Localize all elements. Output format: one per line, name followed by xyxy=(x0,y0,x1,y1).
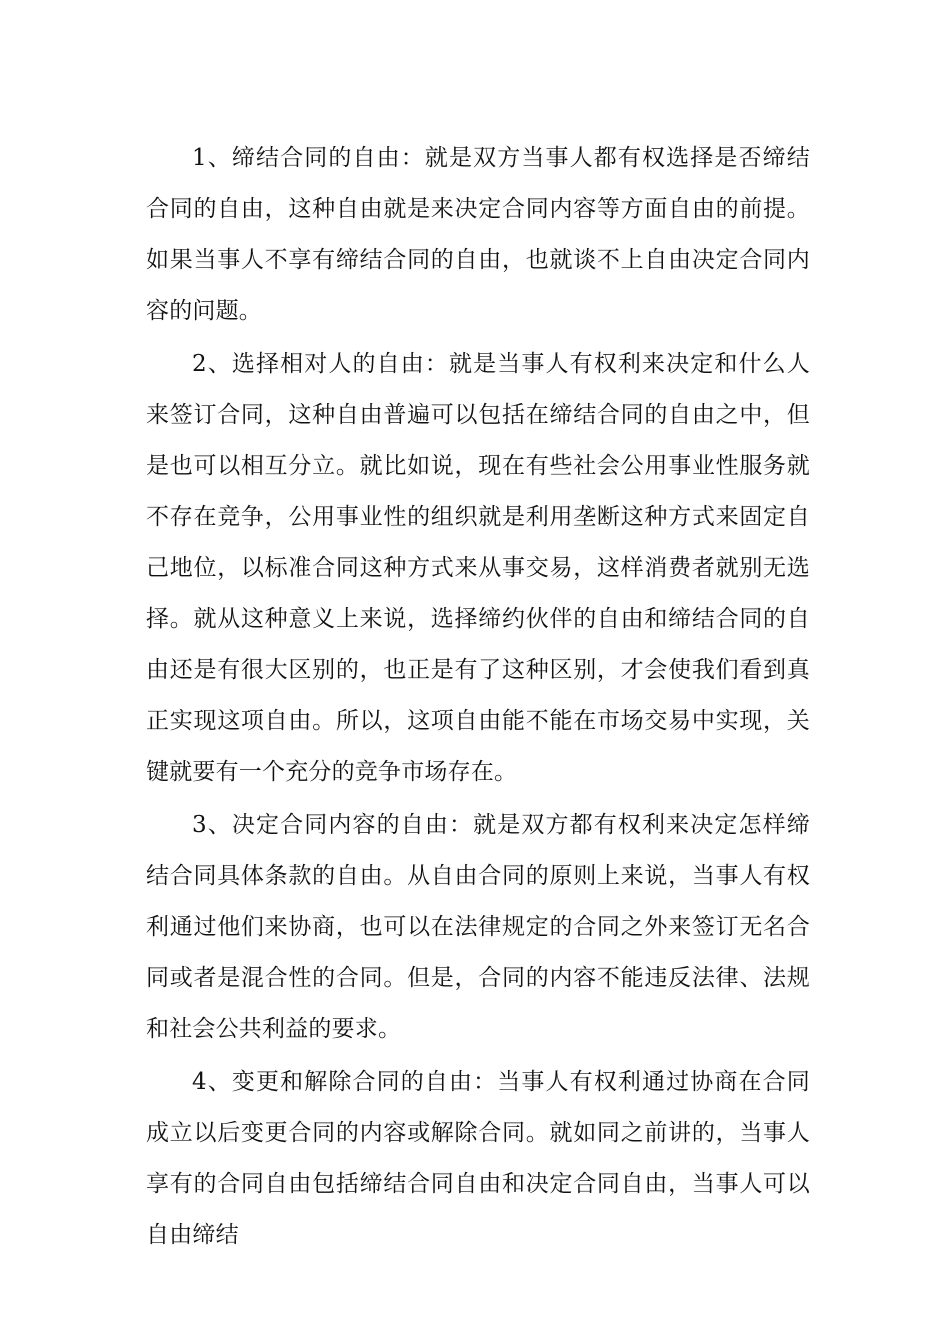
paragraph-3: 3、决定合同内容的自由：就是双方都有权利来决定怎样缔结合同具体条款的自由。从自由合同的原则上来说，当事人有权利通过他们来协商，也可以在法律规定的合同之外来签订无名合同或者是混合性的合同。但是，合同的内容不能违反法律、法规和社会公共利益的要求。 xyxy=(146,812,810,1042)
paragraph-2: 2、选择相对人的自由：就是当事人有权利来决定和什么人来签订合同，这种自由普遍可以包括在缔结合同的自由之中，但是也可以相互分立。就比如说，现在有些社会公用事业性服务就不存在竞争，公用事业性的组织就是利用垄断这种方式来固定自己地位，以标准合同这种方式来从事交易，这样消费者就别无选择。就从这种意义上来说，选择缔约伙伴的自由和缔结合同的自由还是有很大区别的，也正是有了这种区别，才会使我们看到真正实现这项自由。所以，这项自由能不能在市场交易中实现，关键就要有一个充分的竞争市场存在。 xyxy=(146,351,810,785)
document-body xyxy=(146,133,810,1263)
paragraph-4: 4、变更和解除合同的自由：当事人有权利通过协商在合同成立以后变更合同的内容或解除合同。就如同之前讲的，当事人享有的合同自由包括缔结合同自由和决定合同自由，当事人可以自由缔结 xyxy=(146,1069,810,1248)
paragraph-1: 1、缔结合同的自由：就是双方当事人都有权选择是否缔结合同的自由，这种自由就是来决定合同内容等方面自由的前提。如果当事人不享有缔结合同的自由，也就谈不上自由决定合同内容的问题。 xyxy=(146,145,810,324)
